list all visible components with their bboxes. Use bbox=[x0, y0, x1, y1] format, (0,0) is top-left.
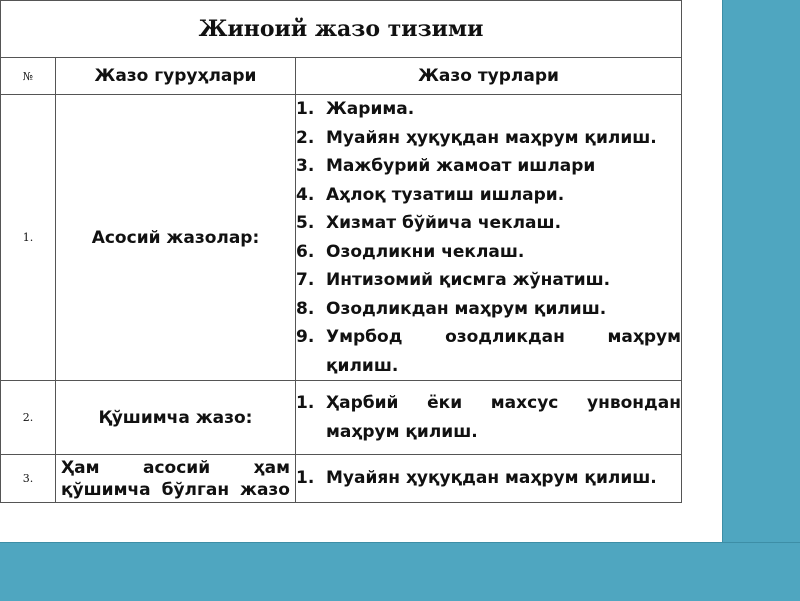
header-groups: Жазо гуруҳлари bbox=[56, 58, 296, 95]
group-main-and-additional: Ҳам асосий ҳам қўшимча бўлган жазо bbox=[56, 455, 296, 503]
group-main-punishments: Асосий жазолар: bbox=[56, 95, 296, 381]
list-item: 9. Умрбод озодликдан маҳрум қилиш. bbox=[296, 327, 681, 376]
table-row bbox=[1, 381, 682, 455]
bottom-decor-bar bbox=[0, 542, 800, 601]
header-types: Жазо турлари bbox=[296, 58, 682, 95]
types-cell bbox=[296, 455, 682, 503]
list-item: 1. Муайян ҳуқуқдан маҳрум қилиш. bbox=[296, 468, 657, 489]
row-number: 2. bbox=[1, 381, 56, 455]
types-list bbox=[296, 95, 681, 380]
types-cell bbox=[296, 95, 682, 381]
list-item: 8. Озодликдан маҳрум қилиш. bbox=[296, 298, 607, 319]
list-item: 2. Муайян ҳуқуқдан маҳрум қилиш. bbox=[296, 127, 657, 148]
list-item: 4. Аҳлоқ тузатиш ишлари. bbox=[296, 184, 565, 205]
list-item: 5. Хизмат бўйича чеклаш. bbox=[296, 213, 562, 233]
table-row bbox=[1, 95, 682, 381]
row-number: 1. bbox=[1, 95, 56, 381]
types-cell bbox=[296, 381, 682, 455]
types-list bbox=[296, 464, 681, 493]
list-item: 6. Озодликни чеклаш. bbox=[296, 241, 525, 262]
list-item: 1. Ҳарбий ёки махсус унвондан маҳрум қилиш. bbox=[296, 393, 681, 442]
types-list bbox=[296, 389, 681, 446]
side-decor-bar bbox=[722, 0, 800, 542]
row-number: 3. bbox=[1, 455, 56, 503]
table-row bbox=[1, 455, 682, 503]
list-item: 1. Жарима. bbox=[296, 99, 415, 119]
group-additional-punishment: Қўшимча жазо: bbox=[56, 381, 296, 455]
list-item: 3. Мажбурий жамоат ишлари bbox=[296, 156, 596, 176]
header-number: № bbox=[1, 58, 56, 95]
table-title: Жиноий жазо тизими bbox=[1, 1, 682, 58]
list-item: 7. Интизомий қисмга жўнатиш. bbox=[296, 270, 611, 290]
